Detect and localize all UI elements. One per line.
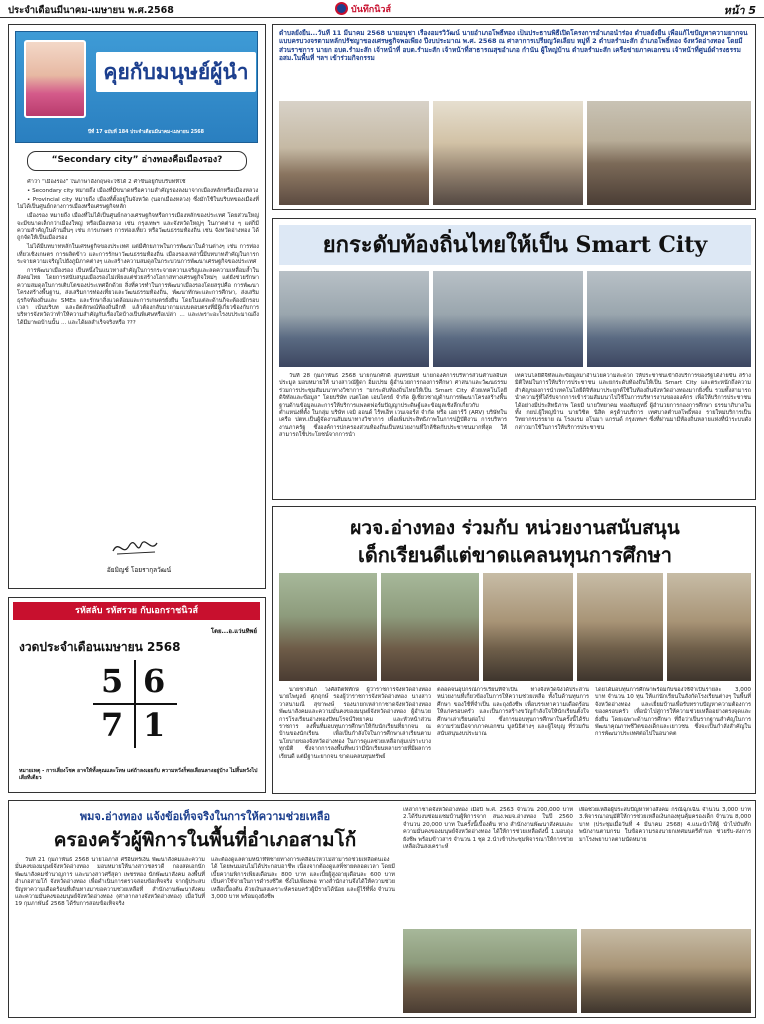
column-body — [17, 179, 259, 529]
lottery-digit-1: 5 — [101, 662, 124, 700]
scholarship-col-2: ตลอดจนอุปกรณ์การเรียนที่จำเป็น ทางจังหวัดจึงได้ประสานหน่วยงานที่เกี่ยวข้องในการให้ความช่วยเหลือ ทั้งในด้านทุนการศึกษา ของใช้ที่จำเป็น และถุงยังชีพ เพื่อบรรเทาความเดือดร้อนให้แก่ครอบครัว และเป็นการสร้างขวัญกำลังใจให้นักเรียนตั้งใจศึกษาเล่าเรียนต่อไป ซึ่งการมอบทุนการศึกษาในครั้งนี้ได้รับความร่วมมือจากภาคเอกชน มูลนิธิต่างๆ และผู้ใจบุญ ที่ร่วมกันสนับสนุนงบประมาณ — [437, 687, 589, 738]
logo-text: บันทึกนิวส์ — [351, 4, 391, 15]
column-subtitle: “Secondary city” อ่างทองคือเมืองรอง? — [27, 151, 247, 171]
lottery-note: หมายเหตุ - การเสี่ยงโชค อาจให้ทั้งคุณและโทษ แต่ถ้าลงเอยกับ ความหวังก็พอเลือนลางอยู่บ้าง ไม่สิ้นหวังไปเสียทีเดียว — [19, 768, 258, 781]
scholarship-photo-2 — [381, 573, 479, 681]
column-box — [8, 24, 266, 589]
tambon-photo-1 — [279, 101, 429, 205]
lottery-title: รหัสลับ รหัสรวย กับเอกราชนิวส์ — [13, 602, 260, 620]
help-col-2: และต้องดูแลตามหน้าที่พี่ชายทางการเคลื่อนไหวไม่สามารถช่วยเหลือตนเองได้ โดยพนมอนไม่ได้ประกอบอาชีพ เนื่องจากต้องดูแลพี่ชายตลอดเวลา โดยมีเบี้ยความพิการเพียงเดือนละ 800 บาท และเบี้ยผู้สูงอายุเดือนละ 600 บาท เป็นค่าใช้จ่ายในการดำรงชีวิต ซึ่งไม่เพียงพอ ทางสำนักงานจึงได้ให้ความช่วยเหลือเบื้องต้น ด้วยเงินสงเคราะห์ครอบครัวผู้มีรายได้น้อย และผู้ไร้ที่พึ่ง จำนวน 3,000 บาท พร้อมถุงยังชีพ — [211, 857, 395, 901]
column-bullet-2: • Provincial city หมายถึง เมืองที่ตั้งอยู่ในจังหวัด (นอกเมืองหลวง) ซึ่งมักใช้ในบริบทของเมืองที่ไม่ได้เป็นศูนย์กลางการเมืองหรือเศรษฐกิจหลัก — [17, 196, 259, 211]
column-issue: ปีที่ 17 ฉบับที่ 184 ประจำเดือนมีนาคม-เมษายน 2568 — [88, 130, 204, 135]
column-title: คุยกับมนุษย์ผู้นำ — [96, 52, 256, 92]
help-col-3: เหล่ากาชาดจังหวัดอ่างทอง เมื่อปี พ.ศ. 2563 จำนวน 200,000 บาท 2.ได้รับงบซ่อมแซมบ้านผู้พิการจาก สนง.พมจ.อ่างทอง ในปี 2560 จำนวน 20,000 บาท ในครั้งนี้เบื้องต้น ทาง สำนักงานพัฒนาสังคมและความมั่นคงของมนุษย์จังหวัดอ่างทอง ได้ให้การช่วยเหลือดังนี้ 1.มอบถุงยังชีพ พร้อมข้าวสาร จำนวน 1 ชุด 2.นำเข้าประชุมพิจารณาให้การช่วยเหลือเงินสงเคราะห์ — [403, 807, 573, 851]
column-paragraph-2: ไม่ได้มีบทบาทหลักในเศรษฐกิจของประเทศ แต่มีศักยภาพในการพัฒนาในด้านต่างๆ เช่น การท่องเที่ยวเชิงเกษตร การผลิตข้าว และการรักษาวัฒนธรรมท้องถิ่น เมืองรองเหล่านี้มีบทบาทสำคัญในการกระจายความเจริญไปยังภูมิภาคต่างๆ และสร้างความสมดุลในกระบวนการพัฒนาเศรษฐกิจของประเทศ — [17, 244, 259, 266]
scholarship-col-3: โดยได้มอบทุนการศึกษาพร้อมกับของใช้จำเป็นรายละ 3,000 บาท จำนวน 10 ทุน ให้แก่นักเรียนในสังกัดโรงเรียนต่างๆ ในพื้นที่จังหวัดอ่างทอง และเยี่ยมบ้านเพื่อรับทราบปัญหาความต้องการของครอบครัว เพื่อนำไปสู่การให้ความช่วยเหลืออย่างตรงจุดและยั่งยืน โดยเฉพาะด้านการศึกษา ที่ถือว่าเป็นรากฐานสำคัญในการพัฒนาคุณภาพชีวิตของเด็กและเยาวชน ซึ่งจะเป็นกำลังสำคัญในการพัฒนาประเทศต่อไปในอนาคต — [595, 687, 751, 738]
logo-emblem-icon — [335, 2, 348, 15]
masthead-logo — [335, 1, 430, 16]
help-box — [8, 800, 756, 1018]
scholarship-box — [272, 506, 756, 794]
scholarship-photo-5 — [667, 573, 751, 681]
tambon-photo-3 — [587, 101, 751, 205]
column-banner — [15, 31, 258, 143]
lottery-grid — [93, 660, 177, 748]
smartcity-photo-1 — [279, 271, 429, 367]
scholarship-headline-2: เด็กเรียนดีแต่ขาดแคลนทุนการศึกษา — [357, 543, 672, 567]
author-photo — [24, 40, 86, 118]
author-signature — [111, 537, 159, 559]
help-headline-1: พมจ.อ่างทอง แจ้งข้อเท็จจริงในการให้ความช่วยเหลือ — [79, 810, 331, 823]
smartcity-box — [272, 218, 756, 500]
smartcity-col-1: วันที่ 28 กุมภาพันธ์ 2568 นายกนกศักดิ์ สุนทรนันท์ นายกองค์การบริหารส่วนตำบลอินทประมูล มอบหมายให้ นางสาวณัฐิดา อิ่มเปรม ผู้อำนวยการกองการศึกษา ศาสนาและวัฒนธรรม ร่วมการประชุมสัมมนาทางวิชาการ “ยกระดับท้องถิ่นไทยให้เป็น Smart City ด้วยเทคโนโลยีดิจิทัลและข้อมูล” โดยบริษัท เนตโอต เอนไตรย์ จำกัด ผู้เชี่ยวชาญด้านการพัฒนาโครงสร้างพื้นฐานด้านข้อมูลและการให้บริการแพลตฟอร์มปัญญาประดิษฐ์และข้อมูลเชิงลึกเกี่ยวกับตำแหน่งที่ตั้ง ในกลุ่ม บริษัท เจมิ ออนด์ ไร้ทเอ็ท เวนเจอร์ส จำกัด หรือ เอยาร์วี (ARV) บริษัทในเครือ ปตท.เป็นผู้จัดงานสัมมนาทางวิชาการ เพื่อเพิ่มประสิทธิภาพในการปฏิบัติงาน การบริหารงานภาครัฐ ซึ่งองค์การปกครองส่วนท้องถิ่นเป็นหน่วยงานที่ใกล้ชิดกับประชาชนมากที่สุด ให้สามารถใช้ประโยชน์จากการนำ — [279, 373, 507, 439]
help-photo-1 — [403, 929, 577, 1013]
column-paragraph-3: การพัฒนาเมืองรอง เป็นหนึ่งในแนวทางสำคัญในการกระจายความเจริญและลดความเหลื่อมล้ำในสังคมไทย โดยการสนับสนุนเมืองรองไม่เพียงแต่ช่วยสร้างโอกาสทางเศรษฐกิจใหม่ๆ แต่ยังช่วยรักษาความสมดุลในการเติบโตของประเทศอีกด้วย สิ่งที่ควรทำในการพัฒนาเมืองรองโดยสรุปคือ การพัฒนาโครงสร้างพื้นฐาน, ส่งเสริมการท่องเที่ยวและวัฒนธรรมท้องถิ่น, พัฒนาทักษะและการศึกษา, ส่งเสริมธุรกิจท้องถิ่นและ SMEs และรักษาสิ่งแวดล้อมและการเกษตรยั่งยืน โดยในแต่ละด้านก็จะต้องมีกรอบเวลา เน้นบริบท และอัตลักษณ์ท้องถิ่นอีกที แล้วต้องกลับมาถามแบบตอบตรงที่มีผู้เกี่ยวข้องกับการบริหารจังหวัดว่าทำให้ความสำคัญกับเรื่องใดบ้างเป็นพิเศษหรือเปล่า ... และเพราะอะไรงบประมาณถึงได้มีมาพอบ้านนั้น ... และได้ผลสำเร็จจริงหรือ ??? — [17, 267, 259, 326]
scholarship-photo-4 — [577, 573, 663, 681]
author-name: อัยมิญช์ โอยรากุลวัฒน์ — [106, 566, 172, 574]
scholarship-headline-1: ผวจ.อ่างทอง ร่วมกับ หน่วยงานสนับสนุน — [350, 517, 680, 539]
smartcity-col-2: เทคโนโลยีดิจิทัลและข้อมูลมาอำนวยความสะดวก ให้ประชาชนเข้าถึงบริการของรัฐได้ง่ายขึ้น สร้างมิติใหม่ในการให้บริการประชาชน และยกระดับท้องถิ่นให้เป็น Smart City และตระหนักถึงความสำคัญของการนำเทคโนโลยีดิจิทัลมาประยุกต์ใช้ในท้องถิ่นจังหวัดอ่างทองมากยิ่งขึ้น รวมทั้งสามารถนำความรู้ที่ได้รับจากการเข้าร่วมสัมมนาไปใช้ในการบริหารงานขององค์กร เพื่อให้บริการประชาชนได้อย่างมีประสิทธิภาพ โดยมี นายวิทยาคม ทองสัมฤทธิ์ ผู้อำนวยการกองการศึกษา ธรรมาภิบาลในทั้ง กยป.ผู้ใหญ่บ้าน นายวิชิต นิสิต ครูด้านบริการ เทศบาลตำบลโพธิ์ทอง รายใหม่บริการเป็นวิทยากรบรรยาย ณ โรงแรม อโนมา แกรนด์ กรุงเทพฯ ซึ่งที่ผ่านมามีท้องถิ่นหลายแห่งที่นำระบบดังกล่าวมาใช้ในการให้บริการประชาชน — [515, 373, 751, 431]
column-bullet-1: • Secondary city หมายถึง เมืองที่มีขนาดหรือความสำคัญรองลงมาจากเมืองหลักหรือเมืองหลวง — [27, 187, 259, 194]
smartcity-photo-2 — [433, 271, 583, 367]
column-intro: คำว่า “เมืองรอง” ในภาษาอังกฤษจะใช้ได้ 2 คำขึ้นอยู่กับบริบทที่ใช้ — [27, 179, 186, 185]
scholarship-photo-1 — [279, 573, 377, 681]
page-header — [0, 0, 764, 18]
page-number: หน้า 5 — [723, 4, 756, 17]
lottery-box — [8, 597, 266, 793]
scholarship-photo-3 — [483, 573, 573, 681]
smartcity-headline: ยกระดับท้องถิ่นไทยให้เป็น Smart City — [279, 225, 751, 265]
tambon-photo-2 — [433, 101, 583, 205]
column-paragraph-1: เมืองรอง หมายถึง เมืองที่ไม่ได้เป็นศูนย์กลางเศรษฐกิจหรือการเมืองหลักของประเทศ โดยส่วนใหญ่จะมีขนาดเล็กกว่าเมืองใหญ่ หรือเมืองหลวง เช่น กรุงเทพฯ และจังหวัดใหญ่ๆ ในภาคต่าง ๆ แต่ก็มีความสำคัญในด้านอื่นๆ เช่น การเกษตร การท่องเที่ยว หรือวัฒนธรรมท้องถิ่น เช่น จังหวัดอ่างทอง ได้ถูกจัดให้เป็นเมืองรอง — [17, 213, 259, 242]
lottery-digit-4: 1 — [143, 706, 166, 744]
help-photo-2 — [581, 929, 751, 1013]
help-headline-2: ครองครัวผู้พิการในพื้นที่อำเภอสามโก้ — [53, 829, 357, 851]
lottery-byline: โดย...อ.แว่นทิพย์ — [210, 628, 257, 635]
issue-date: ประจำเดือนมีนาคม-เมษายน พ.ศ.2568 — [8, 5, 174, 16]
tambon-box — [272, 24, 756, 210]
tambon-caption: ตำบลยั่งยืน...วันที่ 11 มีนาคม 2568 นายอนุชา เรืองอมรวิวัฒน์ นายอำเภอโพธิ์ทอง เป็นประธานพิธีเปิดโครงการอำเภอนำร่อง ตำบลยั่งยืน เพื่อแก้ไขปัญหาความยากจนแบบครบวงจรตามหลักปรัชญาของเศรษฐกิจพอเพียง ปีงบประมาณ พ.ศ. 2568 ณ ศาลาการเปรียญวัดเลียบ หมู่ที่ 2 ตำบลรำมะสัก อำเภอโพธิ์ทอง จังหวัดอ่างทอง โดยมีส่วนราชการ นายก อบต.รำมะสัก เจ้าหน้าที่ อบต.รำมะสัก เจ้าหน้าที่สาธารณสุขอำเภอ กำนัน ผู้ใหญ่บ้าน ตำบลรำมะสัก เครือข่ายภาคเอกชน เจ้าหน้าที่ศูนย์ดำรงธรรม อสม.ในพื้นที่ ฯลฯ เข้าร่วมกิจกรรม — [279, 29, 748, 62]
smartcity-photo-3 — [587, 271, 751, 367]
lottery-digit-2: 6 — [143, 662, 166, 700]
lottery-digit-3: 7 — [101, 706, 124, 744]
lottery-period: งวดประจำเดือนเมษายน 2568 — [19, 640, 181, 654]
help-col-4: เพื่อช่วยเหลือผู้ประสบปัญหาทางสังคม กรณีฉุกเฉิน จำนวน 3,000 บาท 3.พิจารณาอนุมัติให้การช่วยเหลือเงินกองทุนคุ้มครองเด็ก จำนวน 8,000 บาท (ประชุมเมื่อวันที่ 4 มีนาคม 2568) 4.แนะนำให้ผู้ นำไปบันทึกพนักงานตามกรม ในข้อความรองนายกเทศมนตรีตำบล ช่วยรับ-ส่งการมาโรงพยาบาลตามนัดหมาย — [579, 807, 751, 843]
scholarship-col-1: นายชาลัมภ์ วงศ์สถิตพิทักษ์ ผู้ว่าราชการจังหวัดอ่างทอง นายไพบูลย์ ศุภฤกษ์ รองผู้ว่าราชการจังหวัดอ่างทอง นางสาววาสนามณี สุขาพงษ์ รองนายกเหล่ากาชาดจังหวัดอ่างทอง พัฒนาสังคมและความมั่นคงของมนุษย์จังหวัดอ่างทอง ผู้อำนวยการโรงเรียนอ่างทองปัทมโรจน์วิทยาคม และหัวหน้าส่วนราชการ ลงพื้นที่มอบทุนการศึกษาให้กับนักเรียนที่ยากจน ณ บ้านของนักเรียน เพื่อเป็นกำลังใจในการศึกษาเล่าเรียนตามนโยบายของจังหวัดอ่างทอง ในการดูแลช่วยเหลือกลุ่มเปราะบางทุกมิติ ซึ่งจากการลงพื้นที่พบว่ามีนักเรียนหลายรายที่มีผลการเรียนดี แต่มีฐานะยากจน ขาดแคลนทุนทรัพย์ — [279, 687, 431, 760]
help-col-1: วันที่ 21 กุมภาพันธ์ 2568 นายโอภาส ศรีอินทร์เงิน พัฒนาสังคมและความมั่นคงของมนุษย์จังหวัดอ่างทอง มอบหมายให้นางสาวชลรวดี กองสดเอกนักพัฒนาสังคมชำนาญการ และนางสาวศรีสุดา เพชรทอง นักพัฒนาสังคม ลงพื้นที่อำเภอสามโก้ จังหวัดอ่างทอง เพื่อดำเนินการตรวจสอบข้อเท็จจริง จากผู้ประสบปัญหาความเดือดร้อนที่เดินทางมาขอความช่วยเหลือที่ สำนักงานพัฒนาสังคมและความมั่นคงของมนุษย์จังหวัดอ่างทอง (ศาลากลางจังหวัดอ่างทอง) เมื่อวันที่ 19 กุมภาพันธ์ 2568 ได้รับการสอบข้อเท็จจริง — [15, 857, 205, 908]
